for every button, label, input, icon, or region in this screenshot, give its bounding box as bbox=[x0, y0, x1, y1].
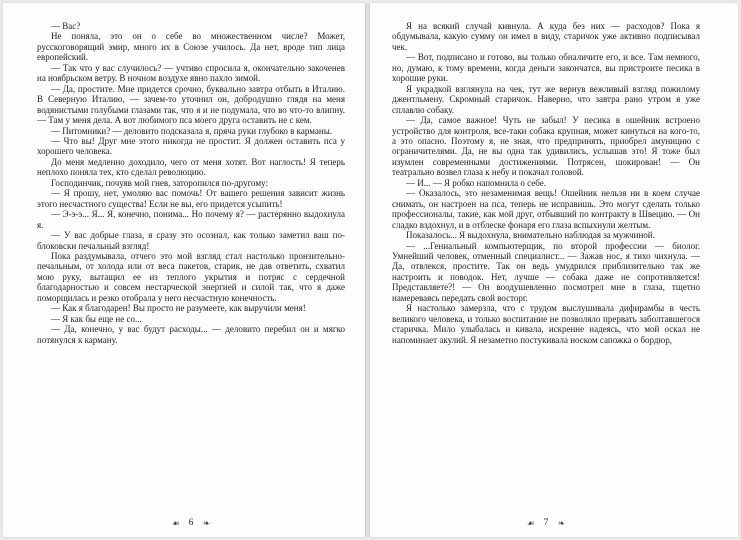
paragraph: — ...Гениальный компьютерщик, по второй профессии — биолог. Умнейший человек, отменный специалист... — Зажав нос, я тихо чихнула. — Да, отвлекся, простите. Так он ведь умудрился приблизительно так же настроить и поводок. Нет, лучше — собака даже не сопротивляется! Представляете?! — Он воодушевленно посмотрел мне в глаза, тщетно намереваясь передать свой восторг. bbox=[392, 240, 700, 303]
paragraph: — Как я благодарен! Вы просто не разумеете, как выручили меня! bbox=[51, 303, 306, 314]
page-right bbox=[370, 3, 738, 537]
paragraph: До меня медленно доходило, чего от меня хотят. Вот наглость! Я теперь неплохо поняла тех, кто сделал революцию. bbox=[37, 156, 345, 178]
page-right-footer bbox=[392, 513, 700, 529]
paragraph: — Я как бы еще не со... bbox=[51, 313, 142, 324]
paragraph: — И... — Я робко напомнила о себе. bbox=[406, 177, 546, 188]
fleuron-left-icon: ☙ bbox=[172, 518, 180, 528]
paragraph: — Вас? bbox=[51, 21, 81, 31]
paragraph: Я украдкой взглянула на чек, тут же вернув вежливый взгляд пожилому джентльмену. Скромный старичок. Наверно, что завтра рано утром я уже сплавлю собаку. bbox=[392, 83, 700, 115]
page-number-left: 6 bbox=[188, 518, 194, 528]
paragraph: — Оказалось, это незаменимая вещь! Ошейник нельзя ни в коем случае снимать, он настроен на пса, теперь не исправишь. Это могут сделать только профессионалы, такие, как мой друг, отбывший по контракту в Швецию. — Он сладко вздохнул, и в отблеске фонаря его глаза вспыхнули желтым. bbox=[392, 188, 700, 230]
paragraph: — Я прошу, нет, умоляю вас помочь! От вашего решения зависит жизнь этого несчастного существа! Если не вы, его придется усыпить! bbox=[37, 188, 345, 209]
paragraph: — Да, простите. Мне придется срочно, буквально завтра отбыть в Италию. В Северную Италию, — зачем-то уточнил он, добродушно глядя на меня водянистыми голубыми глазами так, что я и не подумала, что во что-то влипну. — Там у меня дела. А вот любимого пса моего друга оставить не с кем. bbox=[37, 83, 345, 126]
paragraph: Я настолько замерзла, что с трудом выслушивала дифирамбы в честь великого человека, и только воспитание не позволяло прервать заболтавшегося старичка. Мило улыбалась и кивала, искренне надеясь, что мой оскал не напоминает акулий. Я незаметно постукивала носком сапожка о бордюр, bbox=[392, 303, 700, 345]
paragraph: Не поняла, это он о себе во множественном числе? Может, русскоговорящий эмир, много их в Союзе училось. Да нет, вроде тип лица европейский. bbox=[37, 31, 345, 63]
paragraph: — Что вы! Друг мне этого никогда не простит. Я должен оставить пса у хорошего человека. bbox=[37, 135, 345, 157]
page-right-text bbox=[392, 21, 700, 513]
paragraph: — Да, конечно, у вас будут расходы... — деловито перебил он и мягко потянулся к карману. bbox=[37, 324, 345, 345]
paragraph: — Вот, подписано и готово, вы только обналичите его, и все. Там немного, но, думаю, к тому времени, когда деньги закончатся, вы пристроите песика в хорошие руки. bbox=[392, 52, 700, 84]
paragraph: Пока раздумывала, отчего это мой взгляд стал настолько пронзительно-печальным, от холода или от веса пакетов, старик, не дав ответить, схватил мою руку, вытащил ее из теплого укрытия и потряс с сердечной благодарностью и совсем нестарческой энергией и силой так, что я даже поморщилась и резко отобрала у него несчастную конечность. bbox=[37, 250, 345, 303]
paragraph: Я на всякий случай кивнула. А куда без них — расходов? Пока я обдумывала, какую сумму он имел в виду, старичок уже активно подписывал чек. bbox=[392, 21, 700, 52]
page-left-footer bbox=[37, 513, 345, 529]
paragraph: Господинчик, почуяв мой гнев, заторопился по-другому: bbox=[51, 177, 268, 188]
page-number-right: 7 bbox=[543, 518, 549, 528]
paragraph: — Да, самое важное! Чуть не забыл! У песика в ошейник встроено устройство для контроля, все-таки собака крупная, может кинуться на кого-то, а это опасно. Поэтому я, не зная, что предпринять, приобрел амуницию с ограничителями. Да, не вы одна так удивились, услышав это! Я тоже был изумлен современными достижениями. Потрясен, шокирован! — Он театрально возвел глаза к небу и покачал головой. bbox=[392, 115, 700, 178]
paragraph: Показалось... Я выдохнула, внимательно наблюдая за мужчиной. bbox=[406, 230, 655, 241]
fleuron-right-icon: ❧ bbox=[557, 518, 565, 528]
page-left bbox=[3, 3, 365, 537]
paragraph: — Так что у вас случилось? — учтиво спросила я, окончательно закоченев на ноябрьском ветру. В ночном воздухе явно пахло зимой. bbox=[37, 62, 345, 84]
fleuron-left-icon: ☙ bbox=[527, 518, 535, 528]
paragraph: — У вас добрые глаза, я сразу это осознал, как только заметил ваш по-блоковски печальный взгляд! bbox=[37, 230, 345, 251]
fleuron-right-icon: ❧ bbox=[202, 518, 210, 528]
paragraph: — Э-э-э... Я... Я, конечно, понима... Но почему я? — растерянно выдохнула я. bbox=[37, 209, 345, 230]
paragraph: — Питомники? — деловито подсказала я, пряча руки глубоко в карманы. bbox=[51, 125, 333, 136]
page-left-text bbox=[37, 21, 345, 513]
